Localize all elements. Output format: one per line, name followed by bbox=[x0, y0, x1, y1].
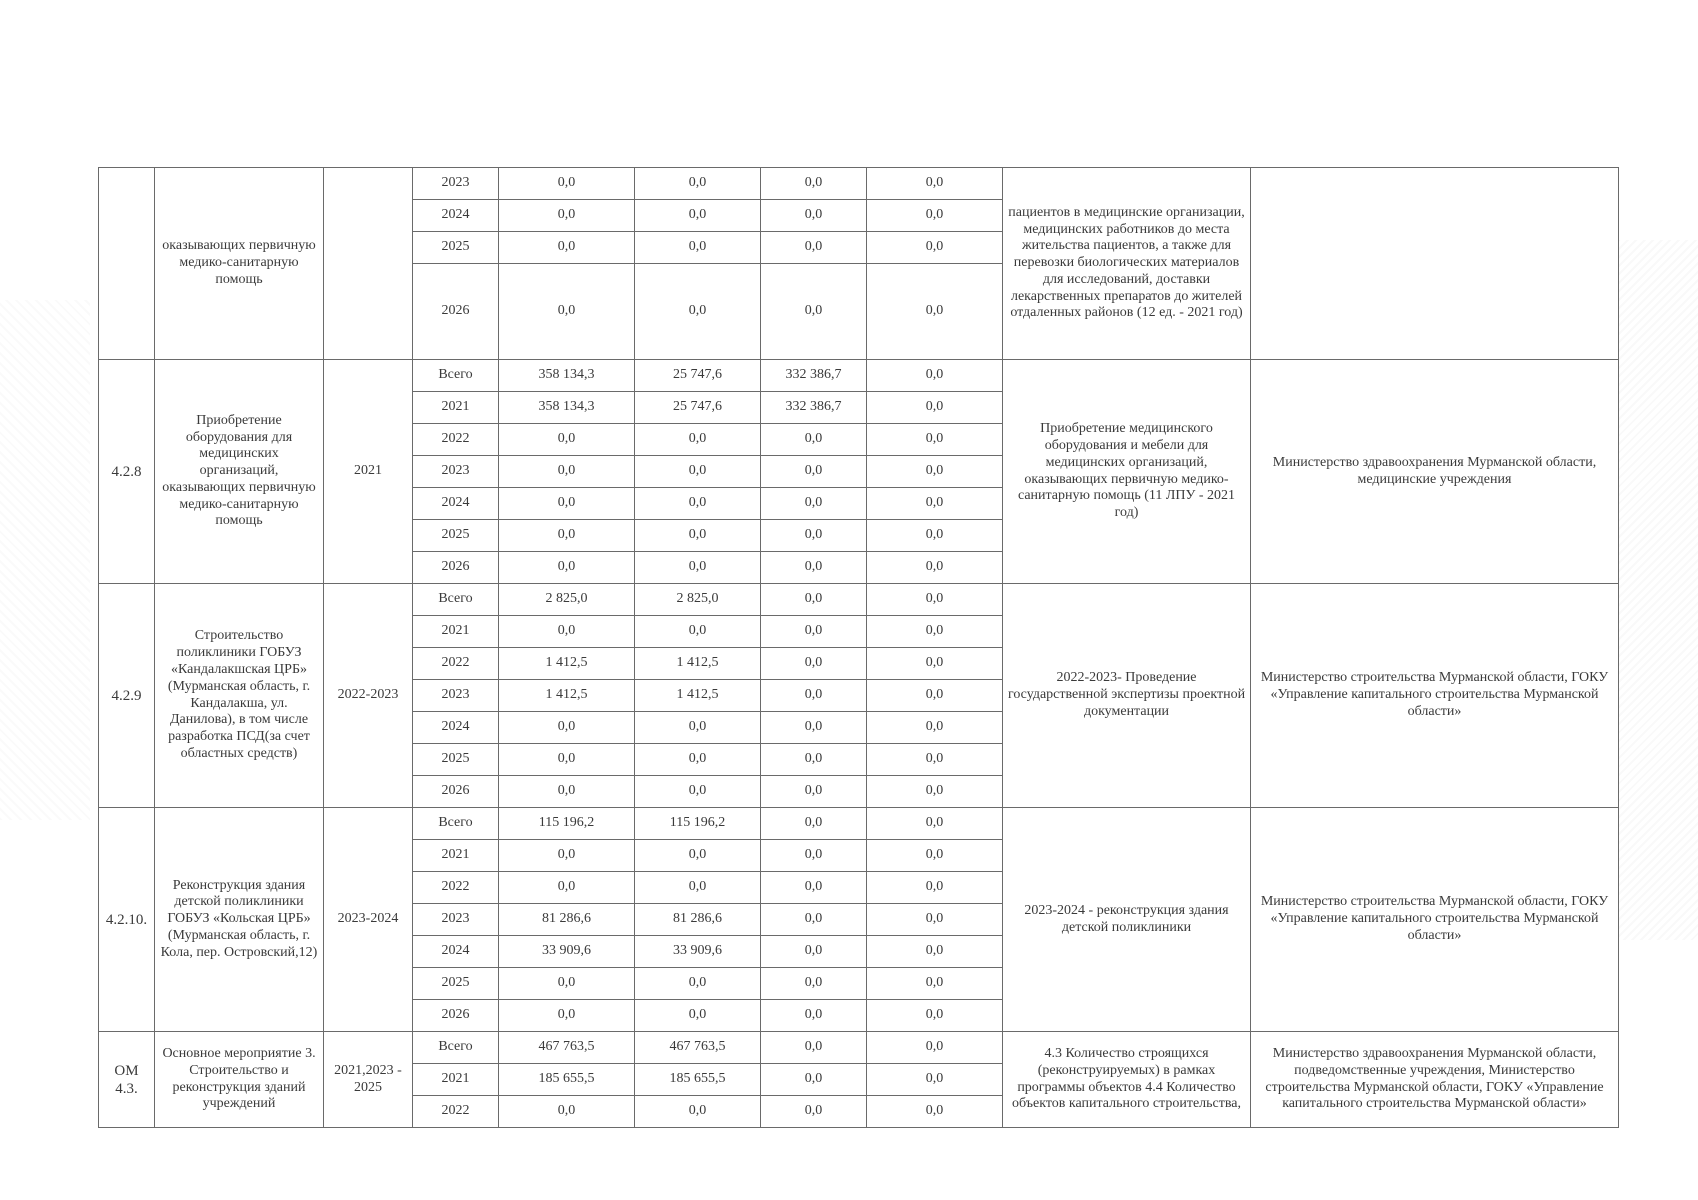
amount-cell: 0,0 bbox=[635, 1096, 761, 1128]
item-name-cell: Основное мероприятие 3. Строительство и реконструкция зданий учреждений bbox=[155, 1032, 324, 1128]
amount-cell: 1 412,5 bbox=[499, 680, 635, 712]
amount-cell: 0,0 bbox=[867, 232, 1003, 264]
item-result-cell: пациентов в медицинские организации, медицинских работников до места жительства пациентов, а также для перевозки биологических материалов для исследований, доставки лекарственных препаратов до жителей отдаленных районов (12 ед. - 2021 год) bbox=[1003, 168, 1251, 360]
amount-cell: 0,0 bbox=[635, 968, 761, 1000]
amount-cell: 0,0 bbox=[867, 584, 1003, 616]
amount-cell: 0,0 bbox=[499, 520, 635, 552]
amount-cell: 0,0 bbox=[867, 424, 1003, 456]
amount-cell: 0,0 bbox=[635, 488, 761, 520]
year-cell: 2026 bbox=[413, 264, 499, 360]
amount-cell: 0,0 bbox=[499, 968, 635, 1000]
amount-cell: 0,0 bbox=[635, 456, 761, 488]
amount-cell: 0,0 bbox=[635, 552, 761, 584]
item-result-cell: 2023-2024 - реконструкция здания детской поликлиники bbox=[1003, 808, 1251, 1032]
amount-cell: 0,0 bbox=[499, 1000, 635, 1032]
item-period-cell: 2021 bbox=[324, 360, 413, 584]
amount-cell: 0,0 bbox=[761, 232, 867, 264]
amount-cell: 0,0 bbox=[635, 200, 761, 232]
item-executor-cell: Министерство здравоохранения Мурманской области, подведомственные учреждения, Министерство строительства Мурманской области, ГОКУ «Управление капитального строительства Мурманской области» bbox=[1251, 1032, 1619, 1128]
year-cell: Всего bbox=[413, 1032, 499, 1064]
amount-cell: 0,0 bbox=[499, 712, 635, 744]
item-code-cell bbox=[99, 168, 155, 360]
amount-cell: 0,0 bbox=[761, 904, 867, 936]
item-period-cell: 2023-2024 bbox=[324, 808, 413, 1032]
amount-cell: 1 412,5 bbox=[635, 648, 761, 680]
funding-table-body bbox=[99, 168, 1619, 1128]
item-executor-cell bbox=[1251, 168, 1619, 360]
amount-cell: 0,0 bbox=[867, 200, 1003, 232]
year-cell: 2024 bbox=[413, 200, 499, 232]
amount-cell: 185 655,5 bbox=[499, 1064, 635, 1096]
year-cell: 2021 bbox=[413, 840, 499, 872]
item-executor-cell: Министерство строительства Мурманской области, ГОКУ «Управление капитального строительства Мурманской области» bbox=[1251, 808, 1619, 1032]
year-cell: Всего bbox=[413, 584, 499, 616]
amount-cell: 0,0 bbox=[867, 520, 1003, 552]
year-cell: 2025 bbox=[413, 232, 499, 264]
year-cell: 2025 bbox=[413, 520, 499, 552]
amount-cell: 0,0 bbox=[867, 1064, 1003, 1096]
amount-cell: 332 386,7 bbox=[761, 392, 867, 424]
amount-cell: 0,0 bbox=[499, 1096, 635, 1128]
item-name-cell: оказывающих первичную медико-санитарную помощь bbox=[155, 168, 324, 360]
year-cell: 2025 bbox=[413, 968, 499, 1000]
year-cell: 2026 bbox=[413, 776, 499, 808]
amount-cell: 0,0 bbox=[761, 936, 867, 968]
amount-cell: 0,0 bbox=[761, 424, 867, 456]
amount-cell: 115 196,2 bbox=[635, 808, 761, 840]
item-period-cell: 2022-2023 bbox=[324, 584, 413, 808]
year-cell: 2024 bbox=[413, 712, 499, 744]
amount-cell: 358 134,3 bbox=[499, 392, 635, 424]
amount-cell: 0,0 bbox=[499, 232, 635, 264]
amount-cell: 0,0 bbox=[761, 872, 867, 904]
amount-cell: 81 286,6 bbox=[499, 904, 635, 936]
amount-cell: 0,0 bbox=[761, 744, 867, 776]
amount-cell: 0,0 bbox=[761, 200, 867, 232]
year-cell: 2025 bbox=[413, 744, 499, 776]
amount-cell: 0,0 bbox=[867, 456, 1003, 488]
amount-cell: 0,0 bbox=[499, 776, 635, 808]
amount-cell: 25 747,6 bbox=[635, 392, 761, 424]
table-row bbox=[99, 1032, 1619, 1064]
amount-cell: 0,0 bbox=[867, 616, 1003, 648]
amount-cell: 0,0 bbox=[867, 776, 1003, 808]
amount-cell: 0,0 bbox=[761, 680, 867, 712]
item-code-cell: 4.2.9 bbox=[99, 584, 155, 808]
amount-cell: 0,0 bbox=[761, 520, 867, 552]
amount-cell: 0,0 bbox=[635, 616, 761, 648]
amount-cell: 0,0 bbox=[761, 264, 867, 360]
year-cell: 2024 bbox=[413, 936, 499, 968]
amount-cell: 0,0 bbox=[635, 712, 761, 744]
amount-cell: 467 763,5 bbox=[499, 1032, 635, 1064]
amount-cell: 0,0 bbox=[499, 168, 635, 200]
amount-cell: 0,0 bbox=[761, 616, 867, 648]
amount-cell: 115 196,2 bbox=[499, 808, 635, 840]
amount-cell: 0,0 bbox=[635, 1000, 761, 1032]
amount-cell: 0,0 bbox=[867, 808, 1003, 840]
amount-cell: 0,0 bbox=[761, 488, 867, 520]
amount-cell: 0,0 bbox=[867, 968, 1003, 1000]
amount-cell: 0,0 bbox=[635, 168, 761, 200]
amount-cell: 1 412,5 bbox=[635, 680, 761, 712]
amount-cell: 0,0 bbox=[499, 488, 635, 520]
amount-cell: 0,0 bbox=[499, 424, 635, 456]
amount-cell: 0,0 bbox=[635, 520, 761, 552]
amount-cell: 0,0 bbox=[761, 776, 867, 808]
year-cell: 2023 bbox=[413, 456, 499, 488]
amount-cell: 0,0 bbox=[635, 424, 761, 456]
amount-cell: 0,0 bbox=[761, 712, 867, 744]
amount-cell: 0,0 bbox=[499, 552, 635, 584]
amount-cell: 0,0 bbox=[867, 552, 1003, 584]
amount-cell: 0,0 bbox=[867, 904, 1003, 936]
amount-cell: 0,0 bbox=[867, 488, 1003, 520]
amount-cell: 0,0 bbox=[761, 808, 867, 840]
year-cell: 2021 bbox=[413, 1064, 499, 1096]
amount-cell: 0,0 bbox=[867, 744, 1003, 776]
year-cell: 2023 bbox=[413, 168, 499, 200]
amount-cell: 358 134,3 bbox=[499, 360, 635, 392]
table-row bbox=[99, 808, 1619, 840]
amount-cell: 0,0 bbox=[867, 1000, 1003, 1032]
item-name-cell: Приобретение оборудования для медицинских организаций, оказывающих первичную медико-санитарную помощь bbox=[155, 360, 324, 584]
scan-noise-left bbox=[0, 300, 90, 820]
amount-cell: 0,0 bbox=[867, 872, 1003, 904]
item-code-cell: 4.2.8 bbox=[99, 360, 155, 584]
item-code-cell: ОМ 4.3. bbox=[99, 1032, 155, 1128]
amount-cell: 0,0 bbox=[761, 1032, 867, 1064]
amount-cell: 0,0 bbox=[635, 872, 761, 904]
item-result-cell: Приобретение медицинского оборудования и мебели для медицинских организаций, оказывающих первичную медико-санитарную помощь (11 ЛПУ - 2021 год) bbox=[1003, 360, 1251, 584]
amount-cell: 33 909,6 bbox=[499, 936, 635, 968]
item-executor-cell: Министерство здравоохранения Мурманской области, медицинские учреждения bbox=[1251, 360, 1619, 584]
item-result-cell: 4.3 Количество строящихся (реконструируемых) в рамках программы объектов 4.4 Количество объектов капитального строительства, bbox=[1003, 1032, 1251, 1128]
amount-cell: 0,0 bbox=[761, 1096, 867, 1128]
amount-cell: 0,0 bbox=[867, 264, 1003, 360]
amount-cell: 0,0 bbox=[635, 840, 761, 872]
amount-cell: 0,0 bbox=[867, 392, 1003, 424]
amount-cell: 0,0 bbox=[867, 360, 1003, 392]
year-cell: Всего bbox=[413, 360, 499, 392]
year-cell: 2022 bbox=[413, 648, 499, 680]
amount-cell: 0,0 bbox=[867, 648, 1003, 680]
year-cell: 2022 bbox=[413, 1096, 499, 1128]
year-cell: 2022 bbox=[413, 424, 499, 456]
amount-cell: 0,0 bbox=[499, 200, 635, 232]
amount-cell: 467 763,5 bbox=[635, 1032, 761, 1064]
amount-cell: 2 825,0 bbox=[635, 584, 761, 616]
amount-cell: 0,0 bbox=[867, 680, 1003, 712]
amount-cell: 0,0 bbox=[761, 168, 867, 200]
amount-cell: 0,0 bbox=[867, 936, 1003, 968]
amount-cell: 0,0 bbox=[499, 616, 635, 648]
amount-cell: 185 655,5 bbox=[635, 1064, 761, 1096]
amount-cell: 0,0 bbox=[761, 648, 867, 680]
amount-cell: 33 909,6 bbox=[635, 936, 761, 968]
funding-table bbox=[98, 167, 1619, 1128]
item-result-cell: 2022-2023- Проведение государственной экспертизы проектной документации bbox=[1003, 584, 1251, 808]
amount-cell: 0,0 bbox=[761, 552, 867, 584]
amount-cell: 0,0 bbox=[867, 840, 1003, 872]
table-row bbox=[99, 360, 1619, 392]
year-cell: 2026 bbox=[413, 1000, 499, 1032]
amount-cell: 0,0 bbox=[867, 1096, 1003, 1128]
amount-cell: 0,0 bbox=[867, 712, 1003, 744]
amount-cell: 0,0 bbox=[499, 840, 635, 872]
year-cell: 2026 bbox=[413, 552, 499, 584]
amount-cell: 0,0 bbox=[499, 456, 635, 488]
amount-cell: 0,0 bbox=[499, 872, 635, 904]
amount-cell: 0,0 bbox=[867, 1032, 1003, 1064]
year-cell: 2021 bbox=[413, 616, 499, 648]
table-row bbox=[99, 584, 1619, 616]
amount-cell: 0,0 bbox=[761, 840, 867, 872]
amount-cell: 0,0 bbox=[761, 1000, 867, 1032]
amount-cell: 0,0 bbox=[499, 264, 635, 360]
amount-cell: 332 386,7 bbox=[761, 360, 867, 392]
item-name-cell: Реконструкция здания детской поликлиники ГОБУЗ «Кольская ЦРБ» (Мурманская область, г. Кола, пер. Островский,12) bbox=[155, 808, 324, 1032]
item-name-cell: Строительство поликлиники ГОБУЗ «Кандалакшская ЦРБ» (Мурманская область, г. Кандалакша, ул. Данилова), в том числе разработка ПСД(за счет областных средств) bbox=[155, 584, 324, 808]
year-cell: 2021 bbox=[413, 392, 499, 424]
year-cell: 2024 bbox=[413, 488, 499, 520]
year-cell: 2022 bbox=[413, 872, 499, 904]
item-period-cell bbox=[324, 168, 413, 360]
amount-cell: 0,0 bbox=[635, 744, 761, 776]
item-code-cell: 4.2.10. bbox=[99, 808, 155, 1032]
amount-cell: 0,0 bbox=[761, 584, 867, 616]
amount-cell: 0,0 bbox=[499, 744, 635, 776]
amount-cell: 0,0 bbox=[635, 232, 761, 264]
amount-cell: 0,0 bbox=[635, 264, 761, 360]
year-cell: Всего bbox=[413, 808, 499, 840]
scan-noise-right bbox=[1618, 240, 1698, 940]
amount-cell: 25 747,6 bbox=[635, 360, 761, 392]
item-period-cell: 2021,2023 - 2025 bbox=[324, 1032, 413, 1128]
year-cell: 2023 bbox=[413, 904, 499, 936]
amount-cell: 0,0 bbox=[761, 1064, 867, 1096]
amount-cell: 0,0 bbox=[635, 776, 761, 808]
amount-cell: 81 286,6 bbox=[635, 904, 761, 936]
item-executor-cell: Министерство строительства Мурманской области, ГОКУ «Управление капитального строительства Мурманской области» bbox=[1251, 584, 1619, 808]
table-row bbox=[99, 168, 1619, 200]
amount-cell: 2 825,0 bbox=[499, 584, 635, 616]
year-cell: 2023 bbox=[413, 680, 499, 712]
amount-cell: 0,0 bbox=[867, 168, 1003, 200]
amount-cell: 0,0 bbox=[761, 968, 867, 1000]
amount-cell: 1 412,5 bbox=[499, 648, 635, 680]
amount-cell: 0,0 bbox=[761, 456, 867, 488]
